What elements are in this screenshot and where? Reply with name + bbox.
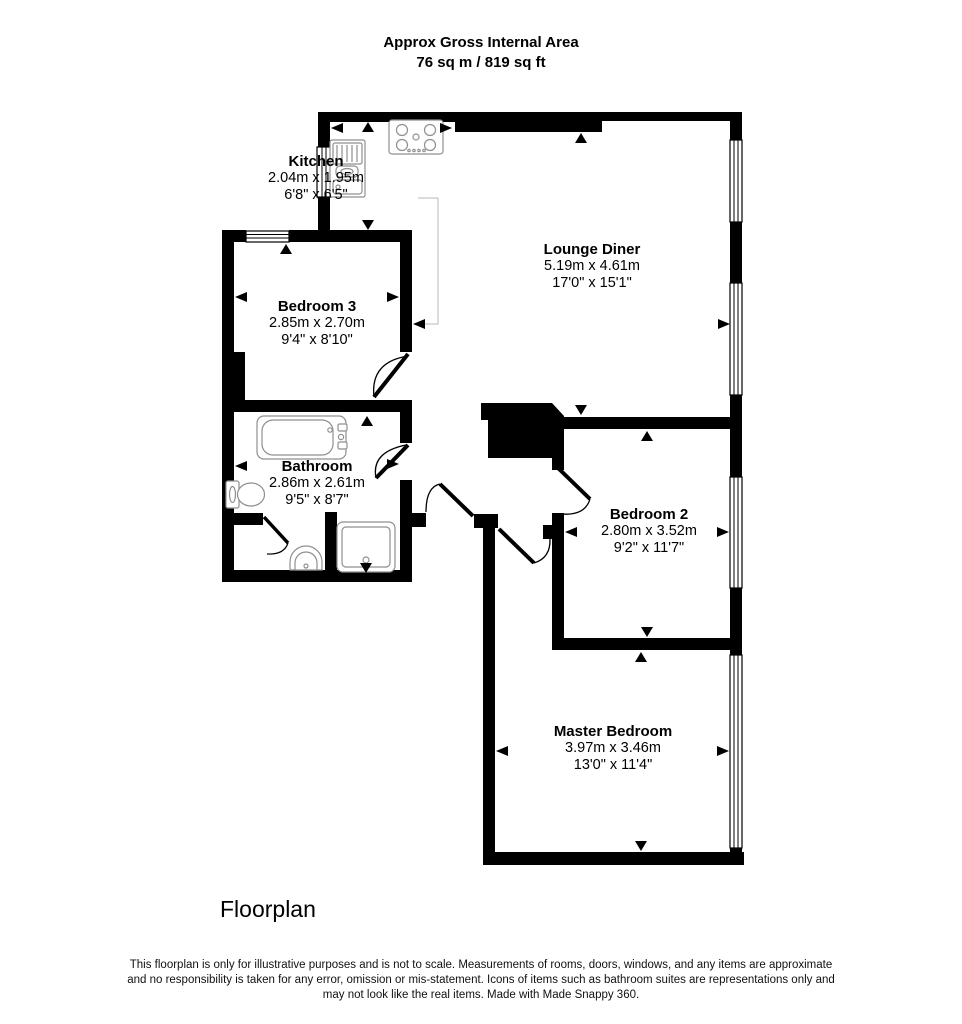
measure-arrow <box>641 431 653 441</box>
lounge-window-1 <box>730 140 742 222</box>
room-dims-metric: 5.19m x 4.61m <box>544 258 640 274</box>
disclaimer-line: may not look like the real items. Made with Made Snappy 360. <box>322 989 640 1001</box>
disclaimer <box>0 958 962 1003</box>
measure-arrow <box>635 652 647 662</box>
room-name: Bedroom 2 <box>609 506 689 523</box>
measure-arrow <box>575 405 587 415</box>
room-dims-metric: 3.97m x 3.46m <box>565 740 661 756</box>
room-dims-metric: 2.86m x 2.61m <box>269 475 365 491</box>
room-label-kitchen <box>236 153 396 204</box>
master-bedroom-door <box>499 529 550 563</box>
measure-arrow <box>635 841 647 851</box>
room-label-bedroom3 <box>237 298 397 349</box>
measure-arrow <box>718 319 730 329</box>
room-name: Kitchen <box>288 153 344 170</box>
measure-arrow <box>440 123 452 133</box>
lounge-window-2 <box>730 283 742 395</box>
master-bedroom-window <box>730 655 742 848</box>
measure-arrow <box>641 627 653 637</box>
room-name: Bedroom 3 <box>277 298 357 315</box>
room-dims-imperial: 13'0" x 11'4" <box>573 757 653 773</box>
room-label-master-bedroom <box>513 723 713 774</box>
room-dims-imperial: 6'8" x 6'5" <box>284 187 348 203</box>
bedroom3-door <box>374 354 408 397</box>
room-dims-metric: 2.80m x 3.52m <box>601 523 697 539</box>
bathtub-icon <box>257 416 347 459</box>
hall-cupboard <box>481 403 564 458</box>
measure-arrow <box>362 220 374 230</box>
room-dims-imperial: 17'0" x 15'1" <box>552 275 632 291</box>
room-label-lounge-diner <box>512 241 672 292</box>
room-dims-imperial: 9'4" x 8'10" <box>281 332 353 348</box>
room-name: Lounge Diner <box>543 241 641 258</box>
basin-icon <box>290 546 322 570</box>
bedroom2-window <box>730 477 742 588</box>
room-name: Master Bedroom <box>553 723 673 740</box>
measure-arrow <box>331 123 343 133</box>
bedroom3-window <box>246 231 289 242</box>
room-name: Bathroom <box>281 458 353 475</box>
hall-door <box>426 484 473 516</box>
measure-arrow <box>361 416 373 426</box>
bathroom-cupboard-door <box>264 517 288 554</box>
floorplan-caption: Floorplan <box>220 896 316 922</box>
measure-arrow <box>413 319 425 329</box>
measure-arrow <box>362 122 374 132</box>
room-label-bedroom2 <box>569 506 729 557</box>
room-dims-metric: 2.85m x 2.70m <box>269 315 365 331</box>
measure-arrow <box>280 244 292 254</box>
kitchen-leader-line <box>416 198 438 324</box>
gross-area-value: 76 sq m / 819 sq ft <box>416 54 546 71</box>
disclaimer-line: and no responsibility is taken for any error, omission or mis-statement. Icons of items such as bathroom suites are representations only and <box>127 974 835 986</box>
measure-arrow <box>496 746 508 756</box>
room-label-bathroom <box>237 458 397 509</box>
room-dims-imperial: 9'5" x 8'7" <box>285 492 349 508</box>
hob-icon <box>389 120 443 154</box>
measure-arrow <box>717 746 729 756</box>
measure-arrow <box>575 133 587 143</box>
room-dims-metric: 2.04m x 1.95m <box>268 170 364 186</box>
room-dims-imperial: 9'2" x 11'7" <box>613 540 685 556</box>
gross-area-title: Approx Gross Internal Area <box>383 34 579 51</box>
disclaimer-line: This floorplan is only for illustrative purposes and is not to scale. Measurements of rooms, doors, windows, and any items are approximate <box>129 959 833 971</box>
